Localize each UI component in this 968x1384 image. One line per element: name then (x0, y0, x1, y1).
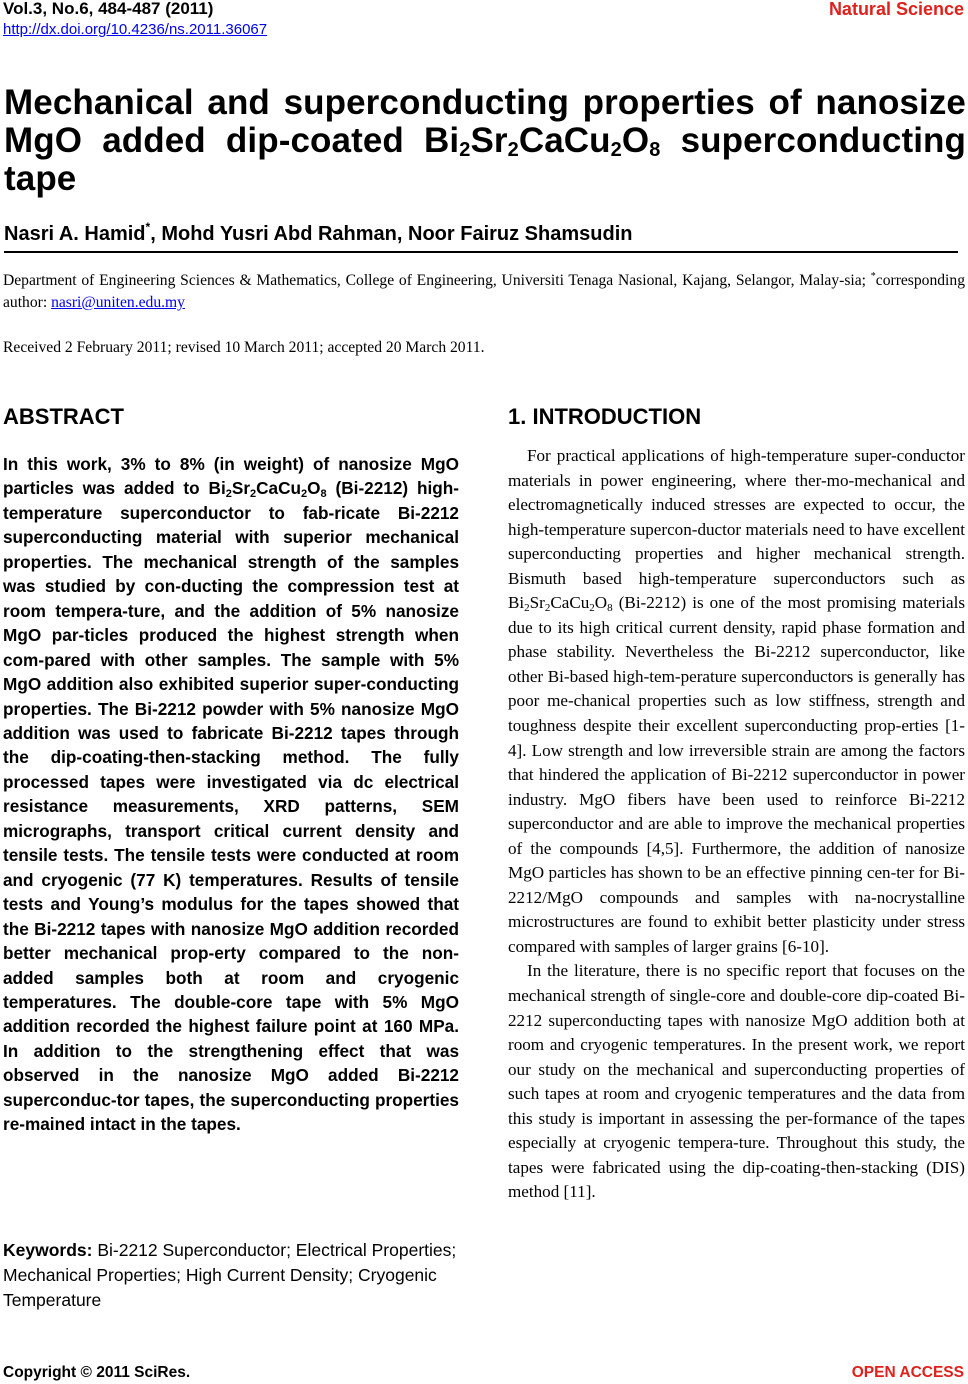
author-list: Nasri A. Hamid*, Mohd Yusri Abd Rahman, Noor Fairuz Shamsudin (4, 220, 633, 245)
introduction-body (508, 444, 965, 1205)
abstract-heading: ABSTRACT (3, 404, 124, 429)
intro-paragraph-1: For practical applications of high-temperature super-conductor materials in power engineering, where ther-mo-mechanical and electromagnetically induced stresses are expected to occur, the high-temperature supercon-ductor materials need to have excellent superconducting properties and higher mechanical strength. Bismuth based high-temperature superconductors such as $Bi_2Sr_2CaCu_2O_8$ (Bi-2212) is one of the most promising materials due to its high critical current density, rapid phase formation and phase stability. Nevertheless the Bi-2212 superconductor, like other Bi-based high-tem-perature superconductors is generally has poor me-chanical properties such as low stiffness, strength and toughness despite their excellent superconducting prop-erties [1-4]. Low strength and low irreversible strain are among the factors that hindered the application of Bi-2212 superconductor in power industry. MgO fibers have been used to reinforce Bi-2212 superconductor and are able to improve the mechanical properties of the compounds [4,5]. Furthermore, the addition of nanosize MgO particles has shown to be an effective pinning cen-ter for Bi-2212/MgO compounds and samples with na-nocrystalline microstructures are found to exhibit better plasticity under stress compared with samples of larger grains [6-10]. (508, 446, 965, 956)
abstract-text: In this work, 3% to 8% (in weight) of nanosize MgO particles was added to $Bi_2Sr_2CaCu_2O_8$ (Bi-2212) high-temperature superconductor to fab-ricate Bi-2212 superconducting material with superior mechanical properties. The mechanical strength of the samples was studied by con-ducting the compression test at room tempera-ture, and the addition of 5% nanosize MgO par-ticles produced the highest strength when com-pared with other samples. The sample with 5% MgO addition also exhibited superior super-conducting properties. The Bi-2212 powder with 5% nanosize MgO addition was used to fabricate Bi-2212 tapes through the dip-coating-then-stacking method. The fully processed tapes were investigated via dc electrical resistance measurements, XRD patterns, SEM micrographs, transport critical current density and tensile tests. The tensile tests were conducted at room and cryogenic (77 K) temperatures. Results of tensile tests and Young’s modulus for the tapes showed that the Bi-2212 tapes with nanosize MgO addition recorded better mechanical prop-erty compared to the non-added samples both at room and cryogenic temperatures. The double-core tape with 5% MgO addition recorded the highest failure point at 160 MPa. In addition to the strengthening effect that was observed in the nanosize MgO added Bi-2212 superconduc-tor tapes, the superconducting properties re-mained intact in the tapes. (3, 454, 460, 1135)
copyright: Copyright © 2011 SciRes. (3, 1364, 191, 1381)
title-divider (4, 251, 958, 253)
volume-info: Vol.3, No.6, 484-487 (2011) (3, 0, 214, 18)
paper-title: Mechanical and superconducting properties of nanosize MgO added dip-coated $Bi_2Sr_2CaCu_2O_8$ superconducting tape (4, 83, 966, 198)
doi-link[interactable]: http://dx.doi.org/10.4236/ns.2011.36067 (3, 21, 268, 38)
email-link[interactable]: nasri@uniten.edu.my (51, 294, 185, 311)
introduction-heading: 1. INTRODUCTION (508, 404, 702, 429)
journal-name: Natural Science (828, 0, 964, 19)
affiliation: Department of Engineering Sciences & Mathematics, College of Engineering, Universiti Tenaga Nasional, Kajang, Selangor, Malay-sia; *corresponding author: nasri@uniten.edu.my (3, 271, 965, 311)
keywords-label: Keywords: (3, 1240, 93, 1260)
intro-paragraph-2: In the literature, there is no specific report that focuses on the mechanical strength of single-core and double-core dip-coated Bi-2212 superconducting tapes with nanosize MgO addition both at room and cryogenic temperatures. In the present work, we report our study on the mechanical and superconducting properties of such tapes at room and cryogenic temperatures and the data from this study is important in assessing the per-formance of the tapes especially at cryogenic tempera-ture. Throughout this study, the tapes were fabricated using the dip-coating-then-stacking (DIS) method [11]. (508, 961, 965, 1202)
open-access-label: OPEN ACCESS (851, 1364, 964, 1381)
received-dates: Received 2 February 2011; revised 10 March 2011; accepted 20 March 2011. (3, 339, 485, 356)
keywords: Keywords: Bi-2212 Superconductor; Electrical Properties; Mechanical Properties; High Current Density; Cryogenic Temperature (3, 1240, 457, 1310)
